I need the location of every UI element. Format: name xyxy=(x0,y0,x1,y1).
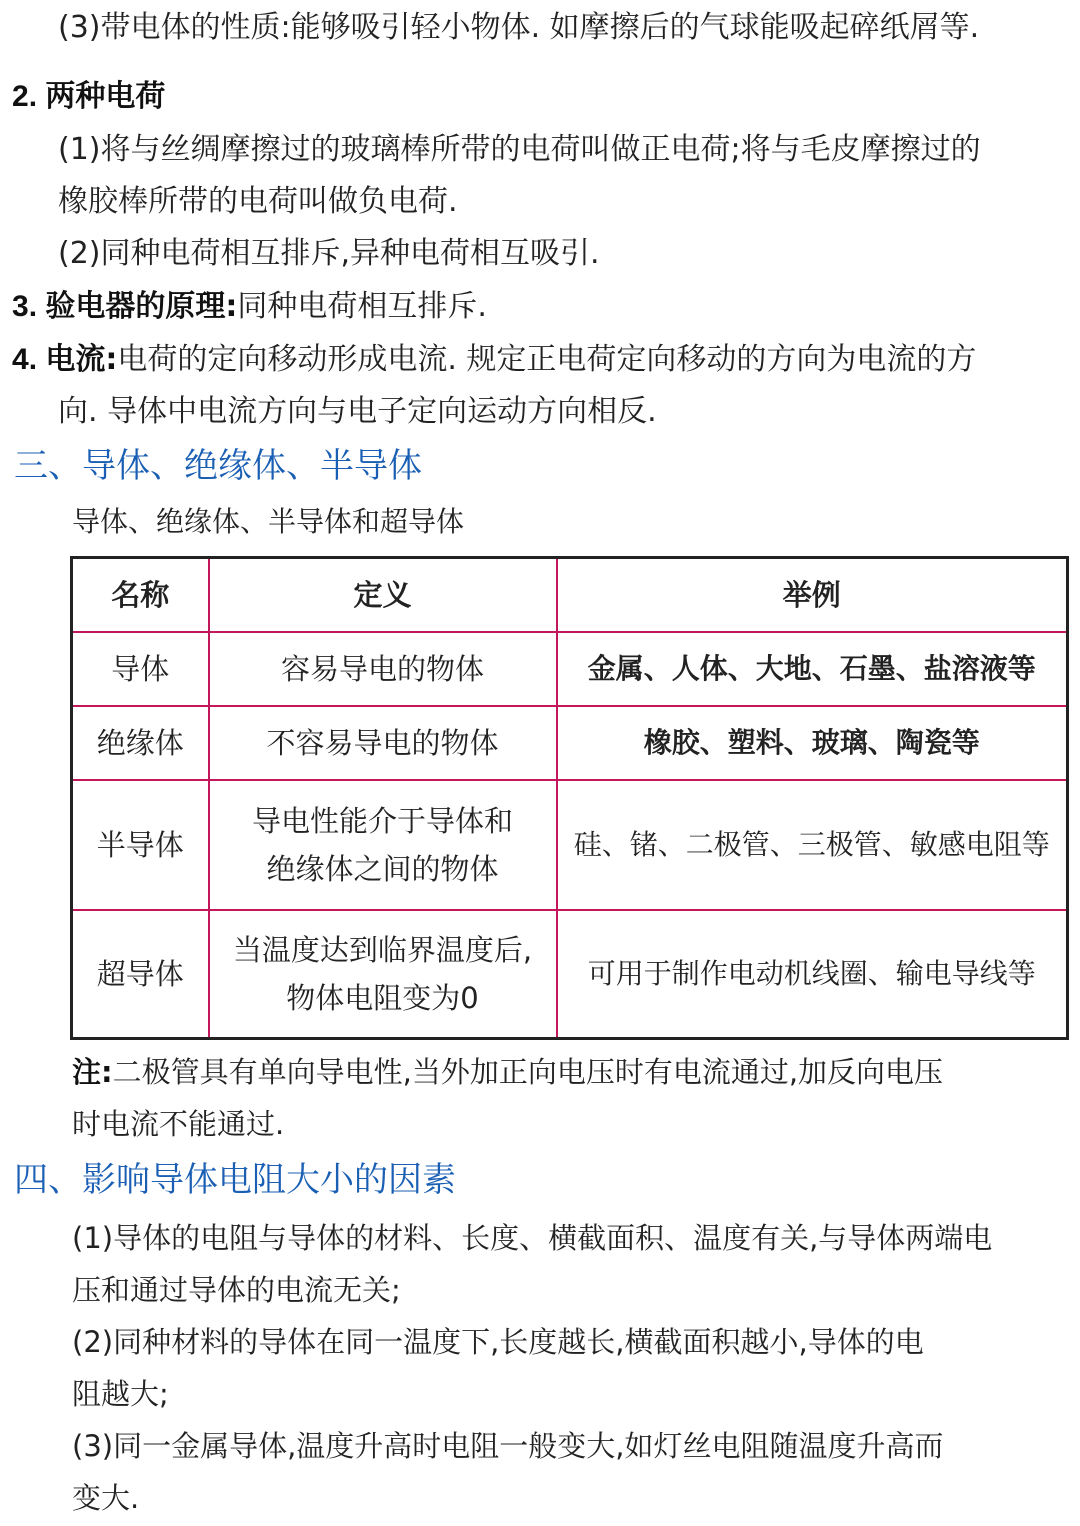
cell-name: 导体 xyxy=(72,632,209,706)
section-2-title: 2. 两种电荷 xyxy=(12,79,166,114)
note-line-1 xyxy=(72,1052,943,1092)
charge-definition-line-1: (1)将与丝绸摩擦过的玻璃棒所带的电荷叫做正电荷;将与毛皮摩擦过的 xyxy=(58,132,981,167)
section-4-number: 4 xyxy=(12,343,29,376)
section-4-text: 电荷的定向移动形成电流. 规定正电荷定向移动的方向为电流的方 xyxy=(117,342,977,377)
factor-3-line-1: (3)同一金属导体,温度升高时电阻一般变大,如灯丝电阻随温度升高而 xyxy=(72,1429,944,1463)
cell-name: 半导体 xyxy=(72,780,209,910)
factor-3-line-2: 变大. xyxy=(72,1481,140,1515)
note-text-1: 二极管具有单向导电性,当外加正向电压时有电流通过,加反向电压 xyxy=(112,1055,944,1089)
cell-definition xyxy=(209,910,557,1039)
current-direction-line: 向. 导体中电流方向与电子定向运动方向相反. xyxy=(58,394,657,429)
table-row xyxy=(72,706,1068,780)
table-row xyxy=(72,780,1068,910)
factor-2-line-2: 阻越大; xyxy=(72,1377,169,1411)
section-2-number: 2 xyxy=(12,80,29,113)
charge-interaction-line: (2)同种电荷相互排斥,异种电荷相互吸引. xyxy=(58,236,600,271)
cell-example: 橡胶、塑料、玻璃、陶瓷等 xyxy=(557,706,1068,780)
table-row xyxy=(72,910,1068,1039)
factor-2-line-1: (2)同种材料的导体在同一温度下,长度越长,横截面积越小,导体的电 xyxy=(72,1325,924,1359)
header-definition: 定义 xyxy=(209,558,557,633)
definition-line-1: 当温度达到临界温度后, xyxy=(232,933,533,967)
section-2-label: 两种电荷 xyxy=(45,79,166,114)
cell-example: 可用于制作电动机线圈、输电导线等 xyxy=(557,910,1068,1039)
section-heading-resistance: 四、影响导体电阻大小的因素 xyxy=(14,1160,456,1200)
cell-name: 超导体 xyxy=(72,910,209,1039)
definition-line-2: 绝缘体之间的物体 xyxy=(266,852,499,886)
cell-definition xyxy=(209,780,557,910)
definition-line-1: 导电性能介于导体和 xyxy=(251,804,513,838)
section-3-line: 3. 验电器的原理:同种电荷相互排斥. xyxy=(12,289,487,324)
cell-definition: 不容易导电的物体 xyxy=(209,706,557,780)
note-line-2: 时电流不能通过. xyxy=(72,1107,285,1141)
factor-1-line-1: (1)导体的电阻与导体的材料、长度、横截面积、温度有关,与导体两端电 xyxy=(72,1221,993,1255)
section-4-label: 电流: xyxy=(45,342,118,377)
cell-example: 硅、锗、二极管、三极管、敏感电阻等 xyxy=(557,780,1068,910)
table-caption: 导体、绝缘体、半导体和超导体 xyxy=(72,505,465,538)
section-3-label: 验电器的原理: xyxy=(45,289,238,324)
materials-table xyxy=(70,556,1069,1040)
factor-1-line-2: 压和通过导体的电流无关; xyxy=(72,1273,401,1307)
cell-example: 金属、人体、大地、石墨、盐溶液等 xyxy=(557,632,1068,706)
property-line: (3)带电体的性质:能够吸引轻小物体. 如摩擦后的气球能吸起碎纸屑等. xyxy=(58,10,980,45)
cell-name: 绝缘体 xyxy=(72,706,209,780)
section-4-line: 4. 电流:电荷的定向移动形成电流. 规定正电荷定向移动的方向为电流的方 xyxy=(12,342,977,377)
header-example: 举例 xyxy=(557,558,1068,633)
section-heading-conductors: 三、导体、绝缘体、半导体 xyxy=(14,446,422,486)
table-header-row xyxy=(72,558,1068,633)
table-row xyxy=(72,632,1068,706)
note-label: 注: xyxy=(72,1055,113,1089)
definition-line-2: 物体电阻变为0 xyxy=(286,981,479,1015)
charge-definition-line-2: 橡胶棒所带的电荷叫做负电荷. xyxy=(58,184,458,219)
section-3-text: 同种电荷相互排斥. xyxy=(237,289,487,324)
header-name: 名称 xyxy=(111,578,170,612)
cell-definition: 容易导电的物体 xyxy=(209,632,557,706)
section-3-number: 3 xyxy=(12,290,29,323)
